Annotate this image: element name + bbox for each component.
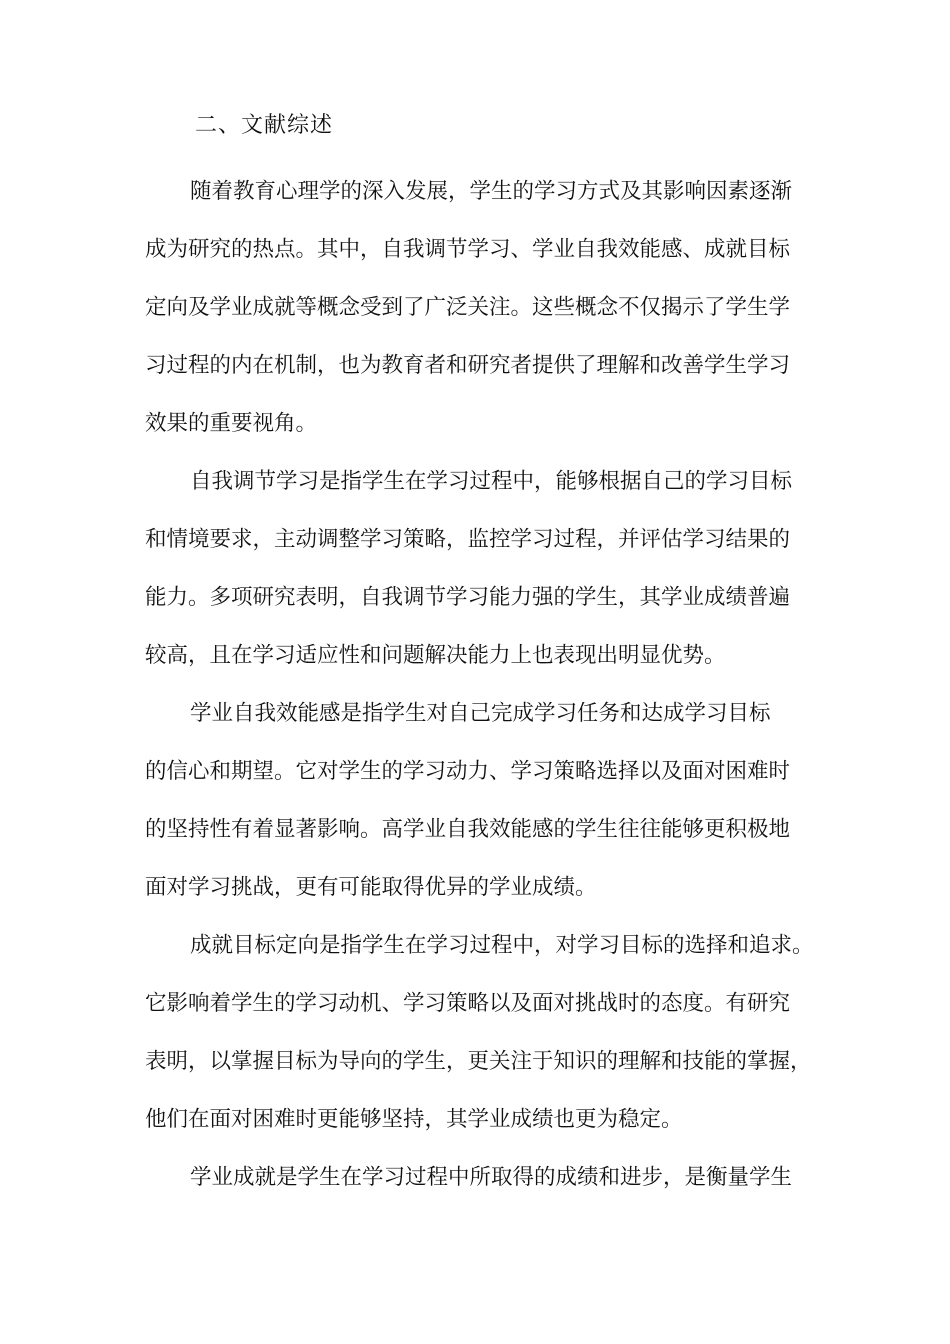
paragraph-line: 表明，以掌握目标为导向的学生，更关注于知识的理解和技能的掌握， (145, 1049, 812, 1074)
paragraph-line: 随着教育心理学的深入发展，学生的学习方式及其影响因素逐渐 (190, 179, 793, 204)
paragraph-line: 自我调节学习是指学生在学习过程中，能够根据自己的学习目标 (190, 469, 793, 494)
paragraph-line: 学业成就是学生在学习过程中所取得的成绩和进步，是衡量学生 (190, 1165, 793, 1190)
paragraph-line: 习过程的内在机制，也为教育者和研究者提供了理解和改善学生学习 (145, 353, 791, 378)
paragraph-line: 效果的重要视角。 (145, 411, 318, 436)
paragraph-line: 成就目标定向是指学生在学习过程中，对学习目标的选择和追求。 (190, 933, 814, 958)
paragraph-line: 较高，且在学习适应性和问题解决能力上也表现出明显优势。 (145, 643, 726, 668)
paragraph-line: 的坚持性有着显著影响。高学业自我效能感的学生往往能够更积极地 (145, 817, 791, 842)
paragraph-line: 面对学习挑战，更有可能取得优异的学业成绩。 (145, 875, 597, 900)
paragraph-line: 和情境要求，主动调整学习策略，监控学习过程，并评估学习结果的 (145, 527, 791, 552)
paragraph-line: 他们在面对困难时更能够坚持，其学业成绩也更为稳定。 (145, 1107, 683, 1132)
paragraph-line: 它影响着学生的学习动机、学习策略以及面对挑战时的态度。有研究 (145, 991, 791, 1016)
paragraph-line: 能力。多项研究表明，自我调节学习能力强的学生，其学业成绩普遍 (145, 585, 791, 610)
paragraph-line: 定向及学业成就等概念受到了广泛关注。这些概念不仅揭示了学生学 (145, 295, 791, 320)
paragraph-line: 学业自我效能感是指学生对自己完成学习任务和达成学习目标 (190, 701, 771, 726)
section-heading: 二、文献综述 (195, 113, 334, 138)
paragraph-line: 成为研究的热点。其中，自我调节学习、学业自我效能感、成就目标 (145, 237, 791, 262)
paragraph-line: 的信心和期望。它对学生的学习动力、学习策略选择以及面对困难时 (145, 759, 791, 784)
